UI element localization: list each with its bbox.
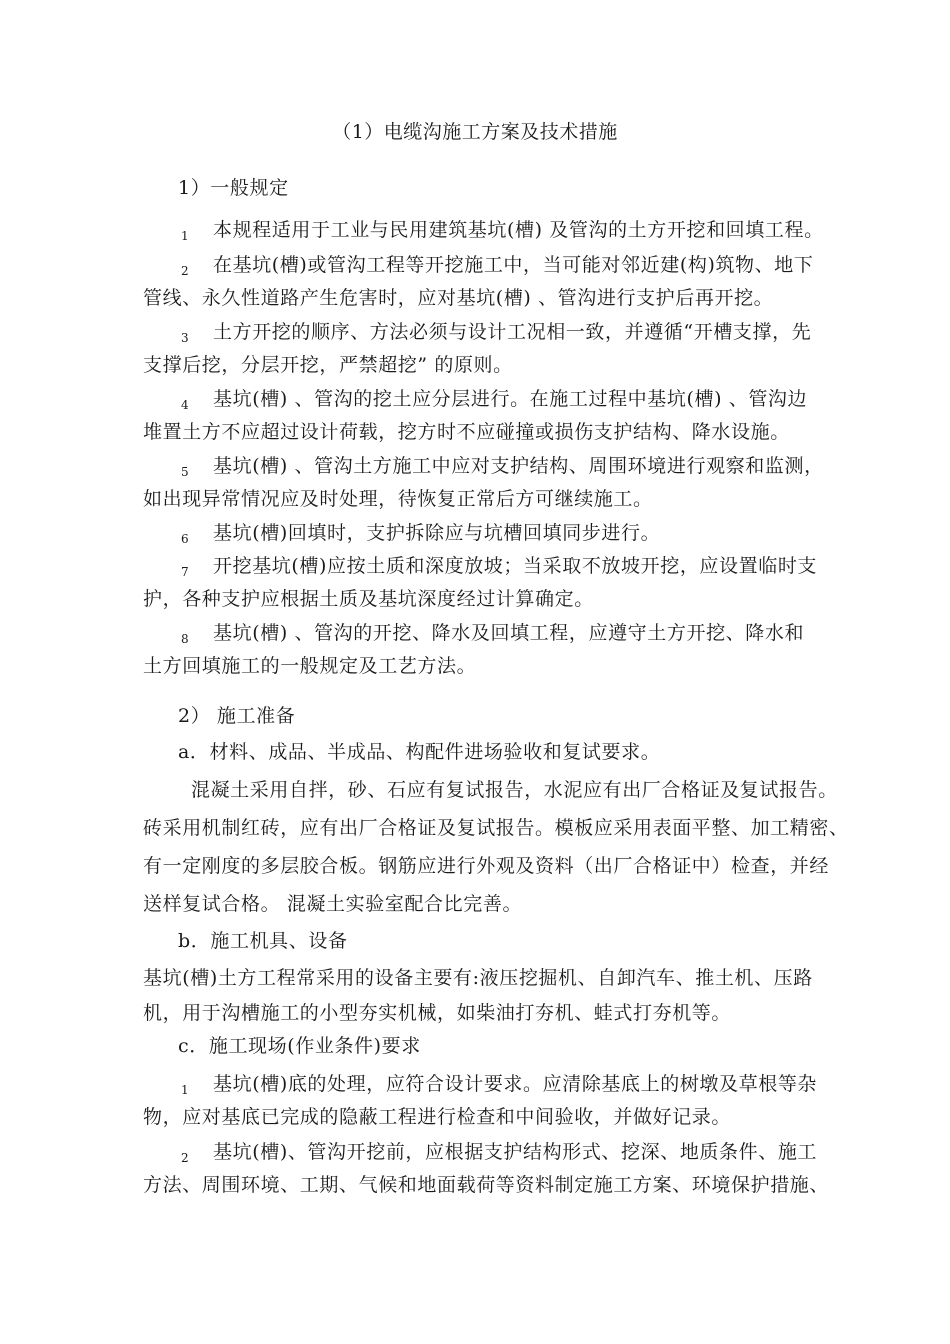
item-number: 1 [181, 229, 190, 243]
list-item [181, 318, 811, 352]
item-text: 基坑(槽) 、管沟的开挖、降水及回填工程，应遵守土方开挖、降水和 [213, 622, 805, 644]
section-heading-preparation: 2） 施工准备 [178, 705, 296, 727]
item-number: 2 [181, 1151, 190, 1165]
list-item [181, 552, 817, 586]
item-continuation: 管线、永久性道路产生危害时，应对基坑(槽) 、管沟进行支护后再开挖。 [143, 287, 774, 309]
item-number: 3 [181, 331, 190, 345]
item-number: 7 [181, 565, 190, 579]
subheading-site-requirements: c．施工现场(作业条件)要求 [178, 1035, 421, 1057]
section-heading-general: 1）一般规定 [178, 177, 289, 199]
item-text: 基坑(槽)、管沟开挖前，应根据支护结构形式、挖深、地质条件、施工 [213, 1141, 818, 1163]
item-number: 4 [181, 398, 190, 412]
item-text: 土方开挖的顺序、方法必须与设计工况相一致，并遵循“开槽支撑，先 [213, 321, 812, 343]
list-item [181, 1138, 817, 1172]
item-continuation: 堆置土方不应超过设计荷载，挖方时不应碰撞或损伤支护结构、降水设施。 [143, 421, 790, 443]
item-text: 本规程适用于工业与民用建筑基坑(槽) 及管沟的土方开挖和回填工程。 [213, 219, 824, 241]
list-item [181, 519, 660, 553]
item-number: 2 [181, 264, 190, 278]
item-text: 开挖基坑(槽)应按土质和深度放坡；当采取不放坡开挖，应设置临时支 [213, 555, 818, 577]
subheading-materials: a．材料、成品、半成品、构配件进场验收和复试要求。 [178, 741, 661, 763]
list-item [181, 619, 804, 653]
item-continuation: 如出现异常情况应及时处理，待恢复正常后方可继续施工。 [143, 488, 653, 510]
page-title: （1）电缆沟施工方案及技术措施 [332, 121, 618, 143]
item-continuation: 支撑后挖，分层开挖，严禁超挖” 的原则。 [143, 354, 513, 376]
item-text: 基坑(槽) 、管沟土方施工中应对支护结构、周围环境进行观察和监测， [213, 455, 824, 477]
paragraph-line: 有一定刚度的多层胶合板。钢筋应进行外观及资料（出厂合格证中）检查，并经 [143, 855, 830, 877]
paragraph-line: 砖采用机制红砖，应有出厂合格证及复试报告。模板应采用表面平整、加工精密、 [143, 817, 849, 839]
item-text: 基坑(槽) 、管沟的挖土应分层进行。在施工过程中基坑(槽) 、管沟边 [213, 388, 808, 410]
list-item [181, 216, 824, 250]
item-continuation: 护，各种支护应根据土质及基坑深度经过计算确定。 [143, 588, 594, 610]
list-item [181, 385, 807, 419]
paragraph-line: 混凝土采用自拌，砂、石应有复试报告，水泥应有出厂合格证及复试报告。 [191, 779, 838, 801]
item-number: 6 [181, 532, 190, 546]
item-number: 8 [181, 632, 190, 646]
list-item [181, 452, 824, 486]
item-continuation: 物，应对基底已完成的隐蔽工程进行检查和中间验收，并做好记录。 [143, 1106, 732, 1128]
paragraph-line: 基坑(槽)土方工程常采用的设备主要有:液压挖掘机、自卸汽车、推土机、压路 [143, 967, 813, 989]
paragraph-line: 机，用于沟槽施工的小型夯实机械，如柴油打夯机、蛙式打夯机等。 [143, 1002, 732, 1024]
subheading-equipment: b．施工机具、设备 [178, 930, 348, 952]
item-number: 5 [181, 465, 190, 479]
item-continuation: 方法、周围环境、工期、气候和地面载荷等资料制定施工方案、环境保护措施、 [143, 1174, 830, 1196]
item-number: 1 [181, 1083, 190, 1097]
item-text: 基坑(槽)底的处理，应符合设计要求。应清除基底上的树墩及草根等杂 [213, 1073, 818, 1095]
item-text: 基坑(槽)回填时，支护拆除应与坑槽回填同步进行。 [213, 522, 661, 544]
item-continuation: 土方回填施工的一般规定及工艺方法。 [143, 655, 477, 677]
list-item [181, 1070, 817, 1104]
item-text: 在基坑(槽)或管沟工程等开挖施工中，当可能对邻近建(构)筑物、地下 [213, 254, 814, 276]
paragraph-line: 送样复试合格。 混凝土实验室配合比完善。 [143, 893, 523, 915]
list-item [181, 251, 813, 285]
